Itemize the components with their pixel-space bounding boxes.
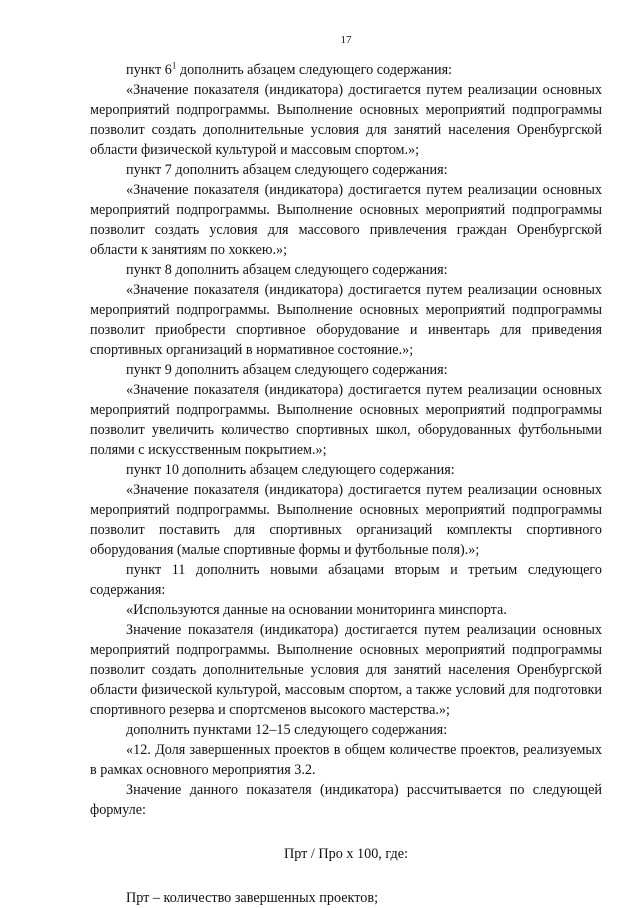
document-page xyxy=(90,0,602,905)
page-number: 17 xyxy=(340,34,352,46)
paragraph-items-12-15: дополнить пунктами 12–15 следующего содержания: xyxy=(126,722,448,738)
formula: Прт / Про х 100, где: xyxy=(284,846,408,862)
paragraph-quote: Значение показателя (индикатора) достигается путем реализации основных мероприятий подпрограммы. Выполнение основных мероприятий подпрограммы позволит создать дополнительные условия для занятий населения Оренбургской области физической культурой, массовым спортом, а также условий для подготовки спортивного резерва и спортсменов высокого мастерства.»; xyxy=(90,622,602,718)
paragraph-formula-intro: Значение данного показателя (индикатора) рассчитывается по следующей формуле: xyxy=(90,782,602,818)
paragraph-quote: «Значение показателя (индикатора) достигается путем реализации основных мероприятий подпрограммы. Выполнение основных мероприятий подпрограммы позволит увеличить количество спортивных школ, оборудованных футбольными полями с искусственным покрытием.»; xyxy=(90,382,602,458)
paragraph-quote: «Значение показателя (индикатора) достигается путем реализации основных мероприятий подпрограммы. Выполнение основных мероприятий подпрограммы позволит создать дополнительные условия для занятий населения Оренбургской области физической культурой и массовым спортом.»; xyxy=(90,82,602,158)
paragraph-item-11: пункт 11 дополнить новыми абзацами вторым и третьим следующего содержания: xyxy=(90,562,602,598)
paragraph-item-10: пункт 10 дополнить абзацем следующего содержания: xyxy=(126,462,455,478)
formula-variable-description: Прт – количество завершенных проектов; xyxy=(126,890,379,906)
paragraph-quote: «Значение показателя (индикатора) достигается путем реализации основных мероприятий подпрограммы. Выполнение основных мероприятий подпрограммы позволит приобрести спортивное оборудование и инвентарь для приведения спортивных организаций в нормативное состояние.»; xyxy=(90,282,602,358)
paragraph-quote: «12. Доля завершенных проектов в общем количестве проектов, реализуемых в рамках основного мероприятия 3.2. xyxy=(90,742,602,778)
document-body xyxy=(90,60,602,908)
paragraph-text: дополнить абзацем следующего содержания: xyxy=(176,62,453,78)
paragraph-text: пункт 6 xyxy=(126,62,172,78)
paragraph-item-6-1 xyxy=(90,60,602,80)
paragraph-quote: «Используются данные на основании мониторинга минспорта. xyxy=(126,602,507,618)
paragraph-quote: «Значение показателя (индикатора) достигается путем реализации основных мероприятий подпрограммы. Выполнение основных мероприятий подпрограммы позволит создать условия для массового привлечения граждан Оренбургской области к занятиям по хоккею.»; xyxy=(90,182,602,258)
paragraph-quote: «Значение показателя (индикатора) достигается путем реализации основных мероприятий подпрограммы. Выполнение основных мероприятий подпрограммы позволит поставить для спортивных организаций комплекты спортивного оборудования (малые спортивные формы и футбольные поля).»; xyxy=(90,482,602,558)
paragraph-item-8: пункт 8 дополнить абзацем следующего содержания: xyxy=(126,262,448,278)
superscript: 1 xyxy=(171,60,177,71)
paragraph-item-9: пункт 9 дополнить абзацем следующего содержания: xyxy=(126,362,448,378)
paragraph-item-7: пункт 7 дополнить абзацем следующего содержания: xyxy=(126,162,448,178)
